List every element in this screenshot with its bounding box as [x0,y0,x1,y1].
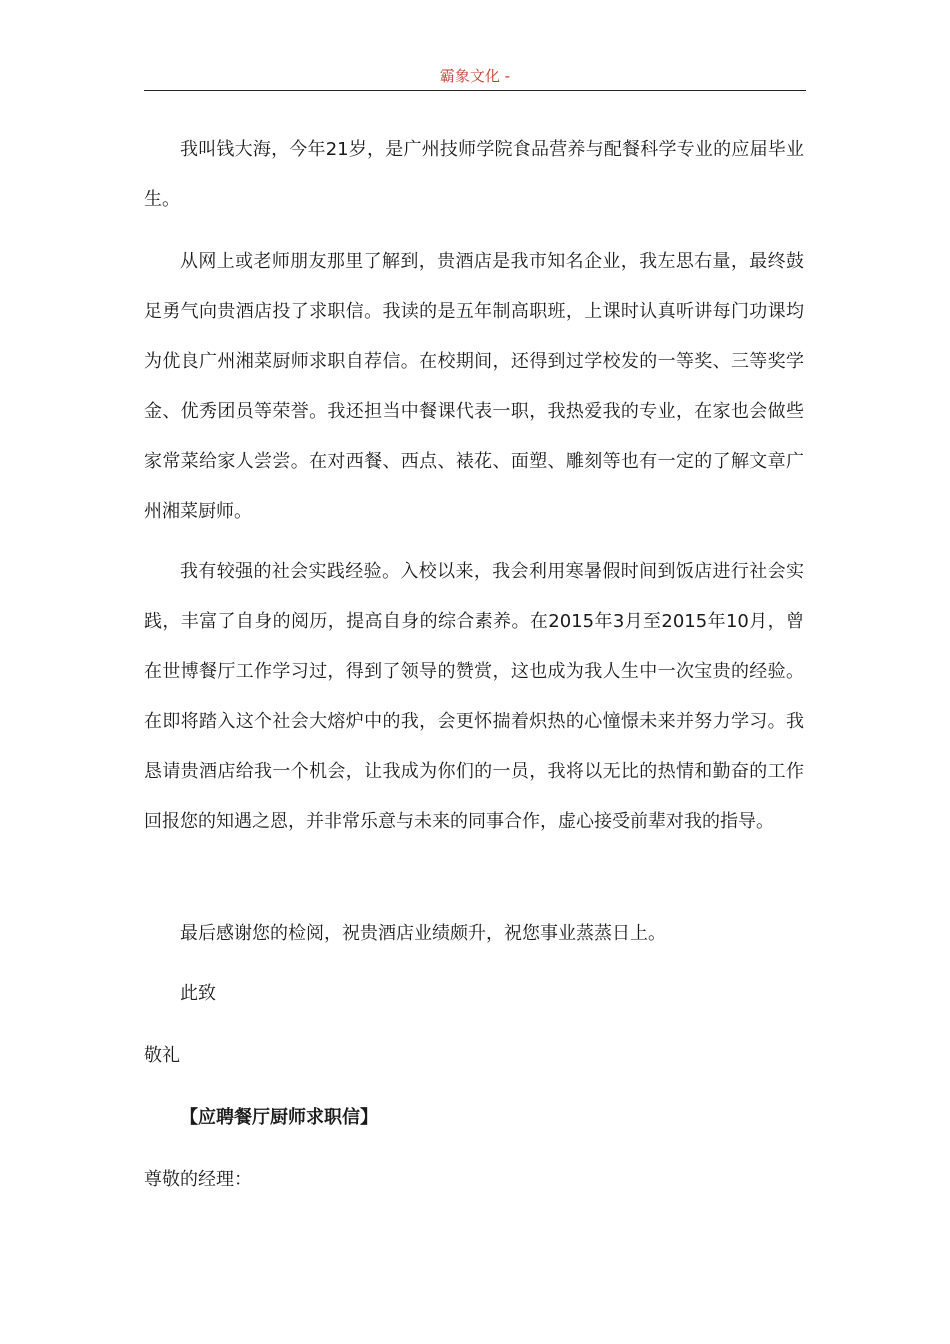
closing-salute: 敬礼 [144,1045,180,1066]
paragraph-thanks: 最后感谢您的检阅，祝贵酒店业绩颇升，祝您事业蒸蒸日上。 [180,923,666,944]
section-title: 【应聘餐厅厨师求职信】 [180,1107,378,1128]
salutation: 尊敬的经理： [144,1169,252,1190]
paragraph-experience: 我有较强的社会实践经验。入校以来，我会利用寒暑假时间到饭店进行社会实践，丰富了自身的阅历，提高自身的综合素养。在2015年3月至2015年10月，曾在世博餐厅工作学习过，得到了领导的赞赏，这也成为我人生中一次宝贵的经验。在即将踏入这个社会大熔炉中的我，会更怀揣着炽热的心憧憬未来并努力学习。我恳请贵酒店给我一个机会，让我成为你们的一员，我将以无比的热情和勤奋的工作回报您的知遇之恩，并非常乐意与未来的同事合作，虚心接受前辈对我的指导。 [144,561,804,832]
paragraph-regards: 此致 [180,983,216,1004]
document-header: 霸象文化 - [439,67,511,85]
header-divider [144,90,806,91]
paragraph-education: 从网上或老师朋友那里了解到，贵酒店是我市知名企业，我左思右量，最终鼓足勇气向贵酒店投了求职信。我读的是五年制高职班，上课时认真听讲每门功课均为优良广州湘菜厨师求职自荐信。在校期间，还得到过学校发的一等奖、三等奖学金、优秀团员等荣誉。我还担当中餐课代表一职，我热爱我的专业，在家也会做些家常菜给家人尝尝。在对西餐、西点、裱花、面塑、雕刻等也有一定的了解文章广州湘菜厨师。 [144,251,804,522]
paragraph-introduction: 我叫钱大海，今年21岁，是广州技师学院食品营养与配餐科学专业的应届毕业生。 [144,139,804,210]
